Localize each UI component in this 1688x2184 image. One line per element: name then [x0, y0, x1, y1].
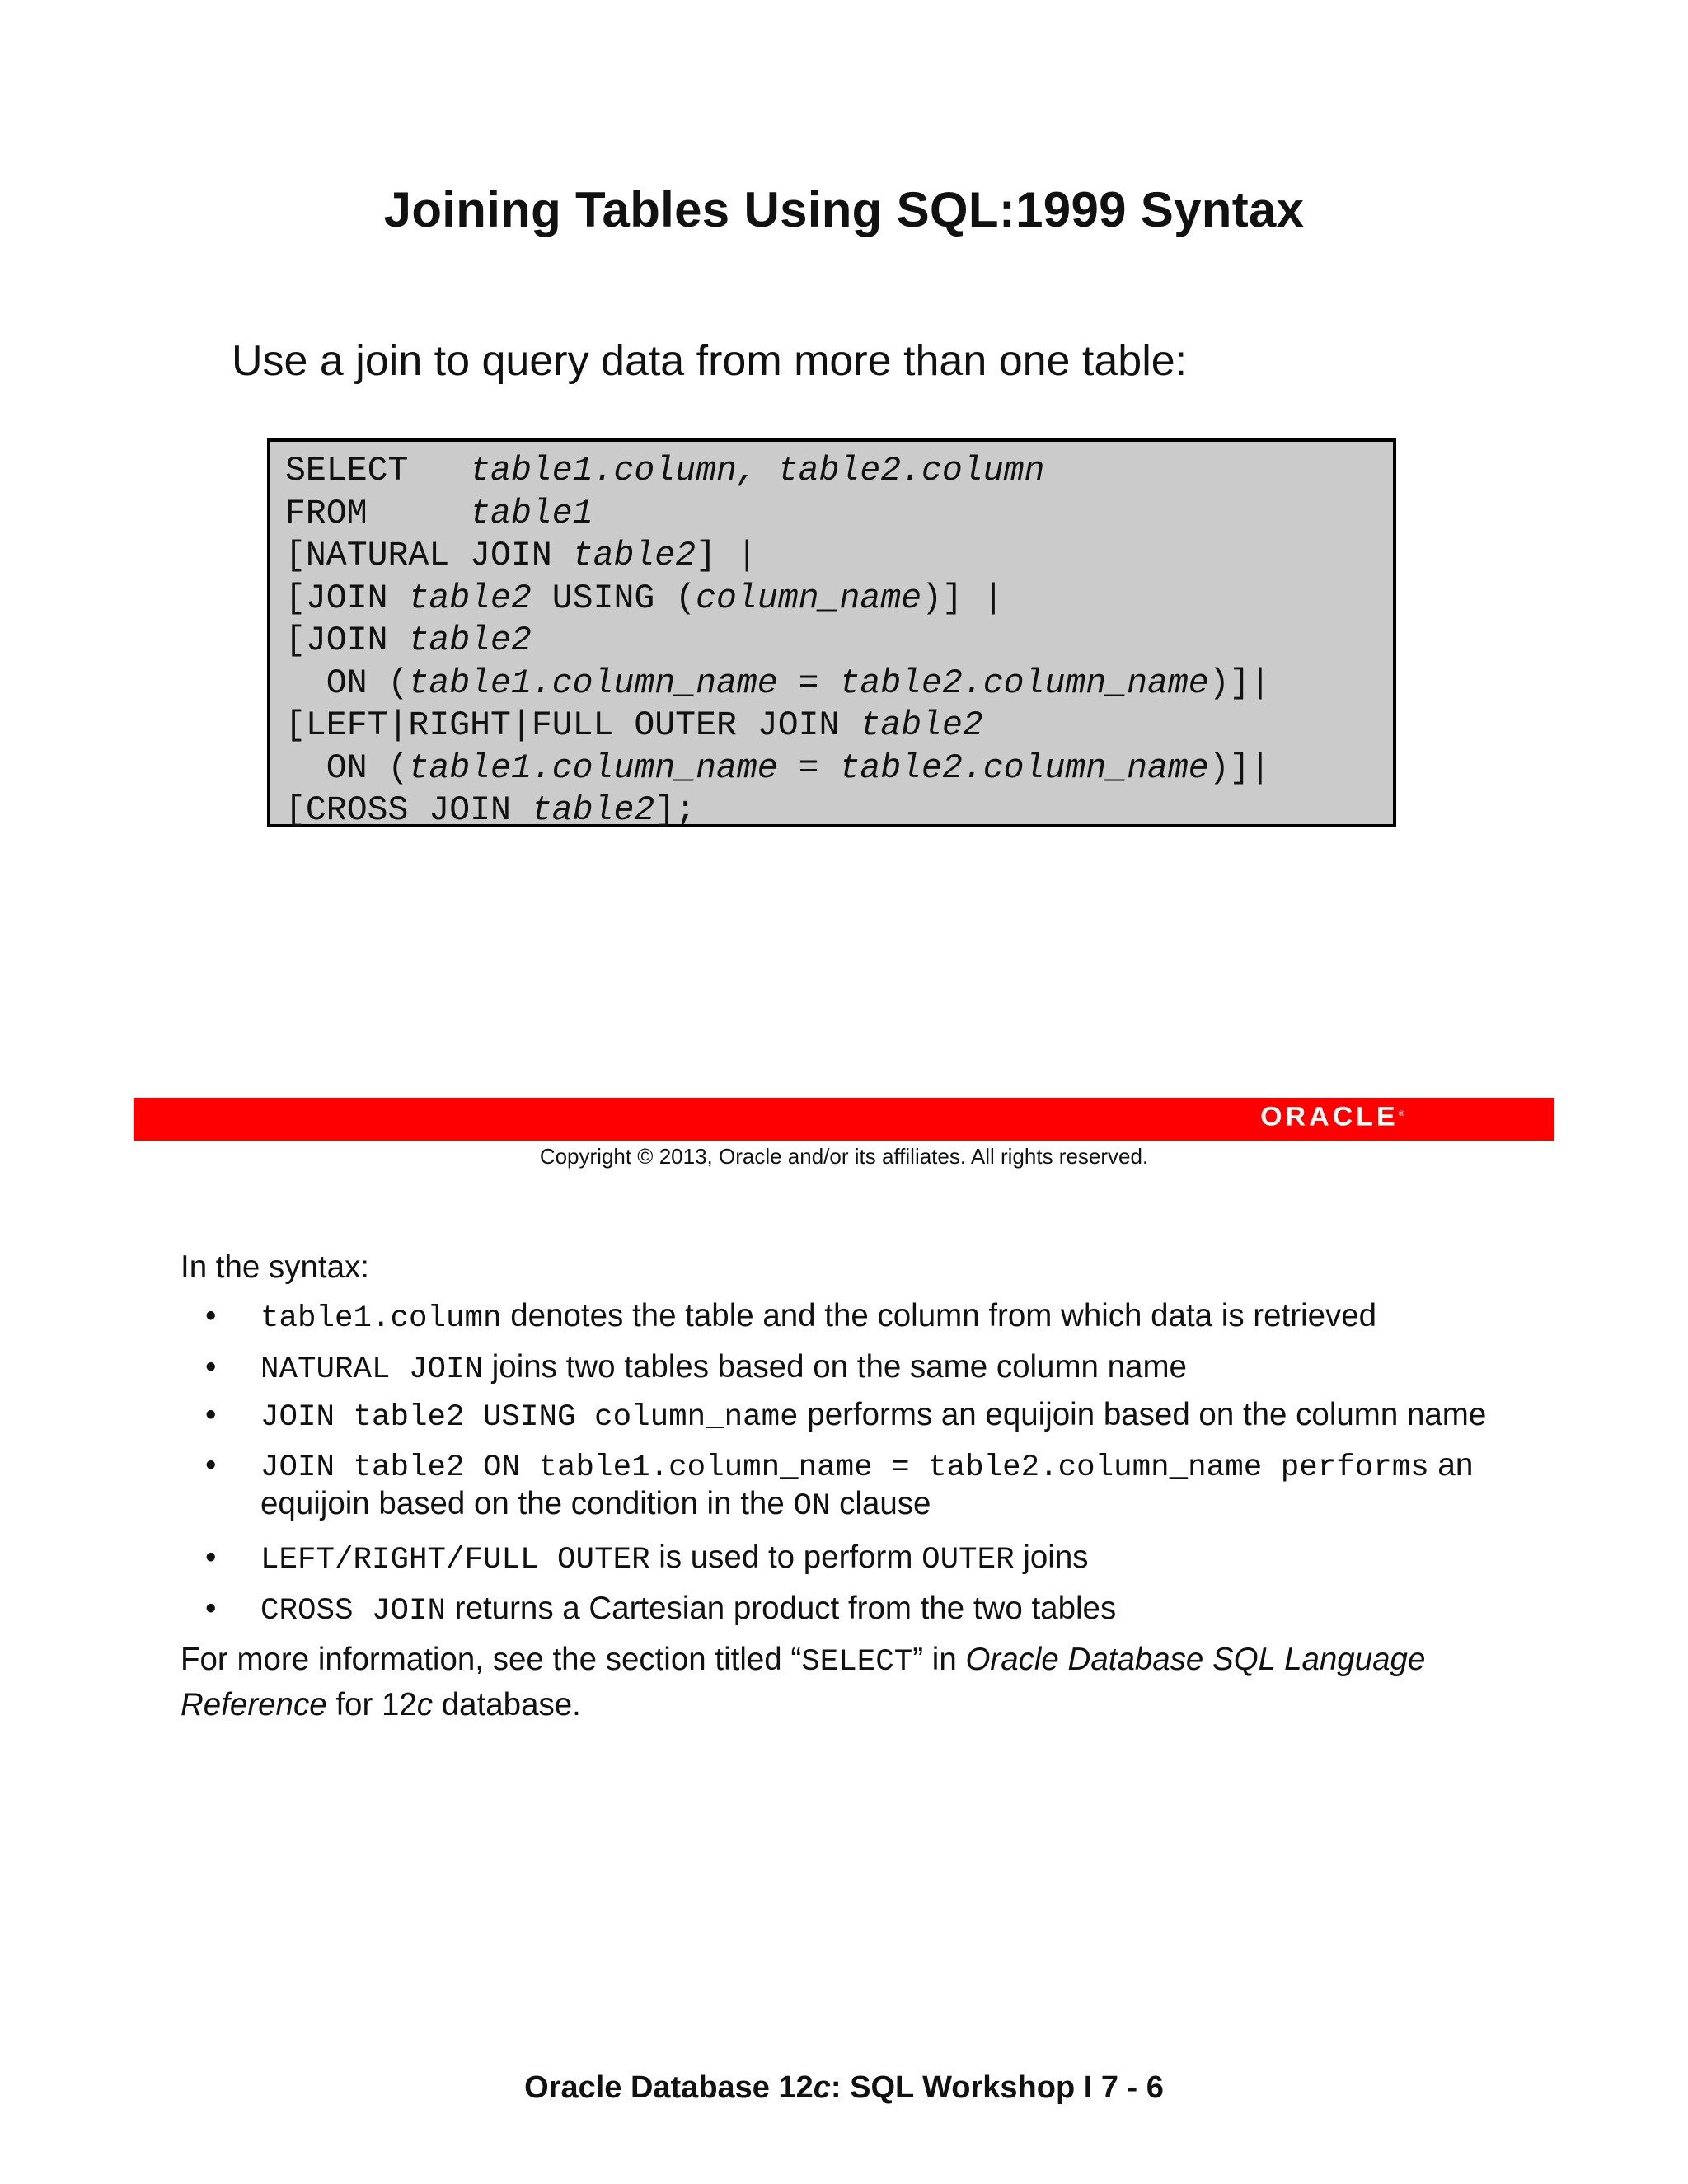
code-line-outer-join-on: ON (table1.column_name = table2.column_name)]|: [285, 748, 1271, 788]
notes-heading: In the syntax:: [181, 1249, 369, 1285]
list-item: • table1.column denotes the table and the column from which data is retrieved: [181, 1295, 1532, 1340]
code-line-natural-join: [NATURAL JOIN table2] |: [285, 537, 757, 575]
list-item: • NATURAL JOIN joins two tables based on the same column name: [181, 1346, 1532, 1391]
bullet-icon: •: [205, 1447, 217, 1483]
oracle-logo: ORACLE®: [1260, 1101, 1404, 1132]
notes-list: [181, 1295, 1532, 1633]
code-line-join-on: ON (table1.column_name = table2.column_name)]|: [285, 663, 1271, 703]
list-item: • LEFT/RIGHT/FULL OUTER is used to perform OUTER joins: [181, 1536, 1532, 1582]
syntax-notes: [181, 1246, 1532, 1726]
code-line-from: FROM table1: [285, 494, 593, 533]
copyright-notice: Copyright © 2013, Oracle and/or its affiliates. All rights reserved.: [539, 1144, 1149, 1169]
slide-title: Joining Tables Using SQL:1999 Syntax: [383, 182, 1305, 237]
code-line-select: SELECT table1.column, table2.column: [285, 452, 1045, 490]
bullet-icon: •: [205, 1540, 217, 1575]
code-line-join: [JOIN table2: [285, 621, 532, 660]
oracle-brand-band: [134, 1098, 1554, 1141]
code-line-join-using: [JOIN table2 USING (column_name)] |: [285, 579, 1004, 618]
code-line-cross-join: [CROSS JOIN table2];: [285, 791, 696, 830]
list-item: • JOIN table2 USING column_name performs an equijoin based on the column name: [205, 1397, 1487, 1435]
bullet-icon: •: [205, 1591, 217, 1626]
bullet-icon: •: [205, 1397, 217, 1432]
list-item: • JOIN table2 ON table1.column_name = table2.column_name performs an equijoin based on the condition in the ON clause: [205, 1447, 1474, 1524]
code-line-outer-join: [LEFT|RIGHT|FULL OUTER JOIN table2: [285, 706, 983, 745]
slide-intro: Use a join to query data from more than one table:: [232, 337, 1188, 385]
syntax-code-box: [267, 438, 1396, 830]
list-item: • CROSS JOIN returns a Cartesian product from the two tables: [181, 1587, 1532, 1633]
page-footer: Oracle Database 12c: SQL Workshop I 7 - 6: [524, 2070, 1164, 2105]
bullet-icon: •: [205, 1298, 217, 1333]
more-information: For more information, see the section titled “SELECT” in Oracle Database SQL Language Reference for 12c database.: [181, 1642, 1426, 1722]
bullet-icon: •: [205, 1349, 217, 1385]
